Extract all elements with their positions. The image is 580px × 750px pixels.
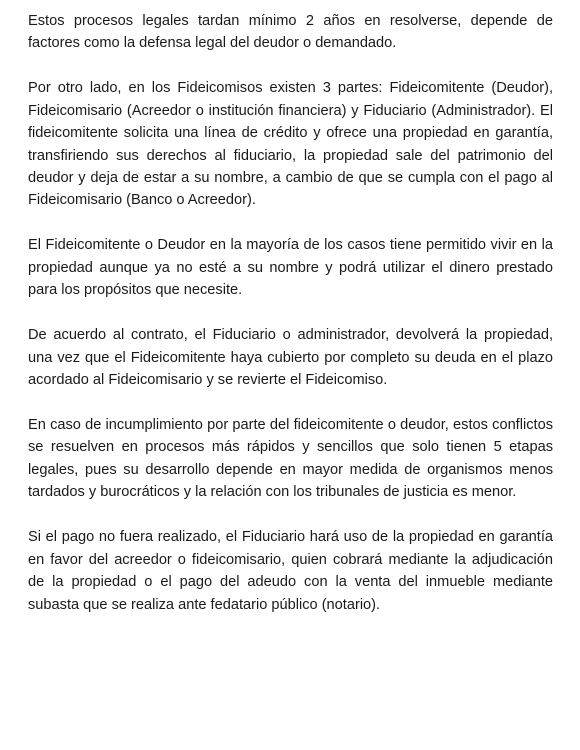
paragraph-trust-parties: Por otro lado, en los Fideicomisos existen 3 partes: Fideicomitente (Deudor), Fideicomisario (Acreedor o institución financiera) y Fiduciario (Administrador). El fideicomitente solicita una línea de crédito y ofrece una propiedad en garantía, transfiriendo sus derechos al fiduciario, la propiedad sale del patrimonio del deudor y deja de estar a su nombre, a cambio de que se cumpla con el pago al Fideicomisario (Banco o Acreedor). <box>28 80 553 209</box>
document-page <box>28 10 553 616</box>
paragraph-debtor-rights: El Fideicomitente o Deudor en la mayoría de los casos tiene permitido vivir en la propiedad aunque ya no esté a su nombre y podrá utilizar el dinero prestado para los propósitos que necesite. <box>28 237 553 299</box>
paragraph-non-payment: Si el pago no fuera realizado, el Fiduciario hará uso de la propiedad en garantía en favor del acreedor o fideicomisario, quien cobrará mediante la adjudicación de la propiedad o el pago del adeudo con la venta del inmueble mediante subasta que se realiza ante fedatario público (notario). <box>28 529 553 613</box>
paragraph-legal-process-duration: Estos procesos legales tardan mínimo 2 años en resolverse, depende de factores como la defensa legal del deudor o demandado. <box>28 13 553 52</box>
paragraph-default-resolution: En caso de incumplimiento por parte del fideicomitente o deudor, estos conflictos se resuelven en procesos más rápidos y sencillos que solo tienen 5 etapas legales, pues su desarrollo depende en mayor medida de organismos menos tardados y burocráticos y la relación con los tribunales de justicia es menor. <box>28 417 553 501</box>
paragraph-property-return: De acuerdo al contrato, el Fiduciario o administrador, devolverá la propiedad, una vez que el Fideicomitente haya cubierto por completo su deuda en el plazo acordado al Fideicomisario y se revierte el Fideicomiso. <box>28 327 553 389</box>
